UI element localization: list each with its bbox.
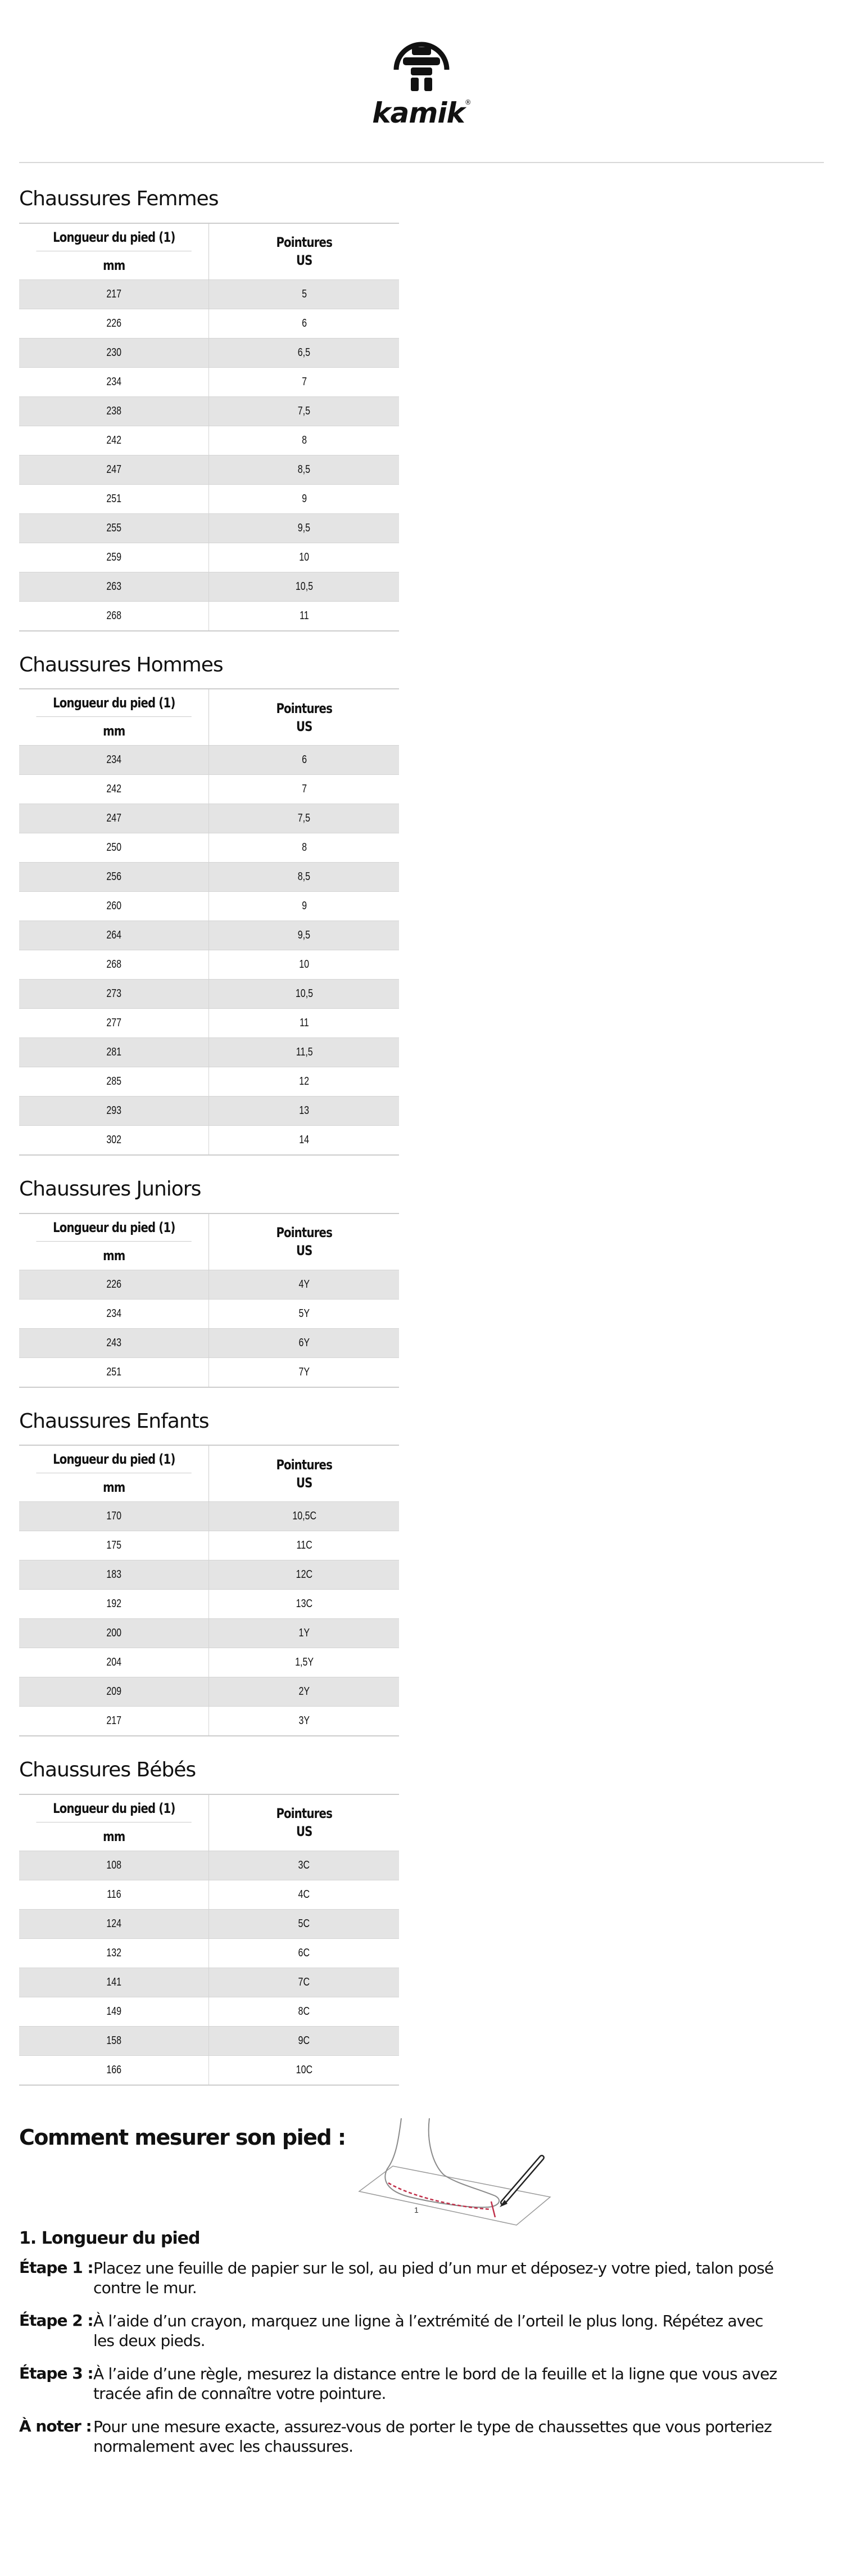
foot-length-mm: 166	[19, 2055, 209, 2085]
table-row	[19, 1880, 399, 1909]
table-row	[19, 543, 399, 572]
table-row	[19, 775, 399, 804]
table-row	[19, 1968, 399, 1997]
table-row	[19, 863, 399, 892]
header-foot-length	[36, 1445, 192, 1502]
us-size: 12C	[209, 1560, 399, 1590]
us-size: 1,5Y	[209, 1648, 399, 1677]
table-row	[19, 1299, 399, 1328]
section-title: Chaussures Femmes	[19, 187, 219, 210]
header-mm-label: mm	[103, 723, 125, 739]
size-table	[19, 1794, 399, 2086]
foot-length-mm: 268	[19, 950, 209, 980]
us-size: 10C	[209, 2055, 399, 2085]
foot-length-mm: 255	[19, 513, 209, 543]
foot-length-mm: 200	[19, 1619, 209, 1648]
table-row	[19, 980, 399, 1009]
us-size: 10	[209, 950, 399, 980]
header-mm-label: mm	[103, 1828, 125, 1844]
section-title: Chaussures Enfants	[19, 1409, 209, 1433]
us-size: 1Y	[209, 1619, 399, 1648]
section-title: Chaussures Hommes	[19, 653, 223, 676]
table-row	[19, 1009, 399, 1038]
foot-length-mm: 209	[19, 1677, 209, 1707]
table-row	[19, 396, 399, 426]
table-row	[19, 1707, 399, 1736]
table-row	[19, 892, 399, 921]
step-label: Étape 1 :	[19, 2258, 93, 2277]
us-size: 9C	[209, 2026, 399, 2055]
us-size: 10,5	[209, 980, 399, 1009]
us-size: 9	[209, 892, 399, 921]
measure-guide	[19, 2125, 806, 2462]
table-row	[19, 2055, 399, 2085]
us-size: 6,5	[209, 338, 399, 367]
foot-length-subtitle: 1. Longueur du pied	[19, 2228, 200, 2248]
measure-title: Comment mesurer son pied :	[19, 2124, 346, 2150]
foot-length-mm: 250	[19, 833, 209, 863]
foot-length-mm: 302	[19, 1126, 209, 1156]
table-row	[19, 1067, 399, 1097]
us-size: 13	[209, 1097, 399, 1126]
table-row	[19, 1097, 399, 1126]
foot-length-mm: 158	[19, 2026, 209, 2055]
us-size: 11	[209, 601, 399, 631]
us-size: 9	[209, 484, 399, 513]
table-row	[19, 1648, 399, 1677]
table-row	[19, 746, 399, 775]
foot-length-mm: 183	[19, 1560, 209, 1590]
foot-length-mm: 285	[19, 1067, 209, 1097]
us-size: 11,5	[209, 1038, 399, 1067]
header-mm-label: mm	[103, 1479, 125, 1496]
us-size: 12	[209, 1067, 399, 1097]
foot-length-mm: 263	[19, 572, 209, 601]
foot-length-mm: 204	[19, 1648, 209, 1677]
measure-steps	[19, 2258, 806, 2456]
foot-length-mm: 247	[19, 455, 209, 484]
measure-step	[19, 2258, 806, 2298]
table-row	[19, 950, 399, 980]
illustration-label: 1	[414, 2205, 419, 2214]
foot-length-mm: 264	[19, 921, 209, 950]
measure-step	[19, 2364, 806, 2403]
us-size: 8	[209, 833, 399, 863]
foot-length-mm: 149	[19, 1997, 209, 2026]
header-us-sizes: Pointures US	[276, 1225, 332, 1259]
table-row	[19, 1038, 399, 1067]
header-us-sizes: Pointures US	[276, 1806, 332, 1840]
us-size: 7Y	[209, 1357, 399, 1387]
measure-step	[19, 2311, 806, 2351]
table-row	[19, 309, 399, 338]
header-us-sizes: Pointures US	[276, 234, 332, 269]
us-size: 9,5	[209, 513, 399, 543]
foot-length-mm: 170	[19, 1502, 209, 1531]
header-foot-length	[36, 689, 192, 746]
foot-length-mm: 132	[19, 1938, 209, 1968]
size-table	[19, 1213, 399, 1388]
table-row	[19, 804, 399, 833]
us-size: 4Y	[209, 1270, 399, 1299]
us-size: 14	[209, 1126, 399, 1156]
us-size: 7C	[209, 1968, 399, 1997]
us-size: 5	[209, 279, 399, 309]
header-foot-length	[36, 1794, 192, 1851]
header-foot-length-label: Longueur du pied (1)	[36, 689, 192, 717]
table-row	[19, 1909, 399, 1938]
us-size: 10	[209, 543, 399, 572]
foot-length-mm: 256	[19, 863, 209, 892]
foot-length-mm: 116	[19, 1880, 209, 1909]
size-section	[19, 654, 806, 1156]
foot-length-mm: 277	[19, 1009, 209, 1038]
header-mm-label: mm	[103, 257, 125, 273]
table-row	[19, 833, 399, 863]
step-label: Étape 3 :	[19, 2363, 93, 2383]
step-text: À l’aide d’un crayon, marquez une ligne à l’extrémité de l’orteil le plus long. Répétez avec les deux pieds.	[93, 2311, 763, 2350]
us-size: 6Y	[209, 1328, 399, 1357]
header-foot-length-label: Longueur du pied (1)	[36, 1214, 192, 1242]
header-foot-length-label: Longueur du pied (1)	[36, 224, 192, 251]
foot-length-mm: 108	[19, 1851, 209, 1880]
size-table	[19, 1445, 399, 1736]
foot-measure-illustration-icon	[348, 2107, 561, 2236]
us-size: 5Y	[209, 1299, 399, 1328]
us-size: 8C	[209, 1997, 399, 2026]
table-row	[19, 1619, 399, 1648]
table-row	[19, 1560, 399, 1590]
header-us-sizes: Pointures US	[276, 1456, 332, 1491]
size-section	[19, 1410, 806, 1737]
us-size: 8	[209, 426, 399, 455]
table-row	[19, 572, 399, 601]
us-size: 7,5	[209, 396, 399, 426]
measure-step	[19, 2417, 806, 2456]
foot-length-mm: 175	[19, 1531, 209, 1560]
size-table	[19, 688, 399, 1156]
table-row	[19, 484, 399, 513]
size-table	[19, 223, 399, 631]
size-charts	[19, 188, 806, 2086]
size-section	[19, 1759, 806, 2086]
foot-length-mm: 268	[19, 601, 209, 631]
table-row	[19, 513, 399, 543]
foot-length-mm: 293	[19, 1097, 209, 1126]
step-label: À noter :	[19, 2416, 92, 2435]
foot-length-mm: 217	[19, 279, 209, 309]
step-label: Étape 2 :	[19, 2311, 93, 2330]
table-row	[19, 601, 399, 631]
foot-length-mm: 251	[19, 1357, 209, 1387]
table-row	[19, 1126, 399, 1156]
us-size: 6	[209, 309, 399, 338]
section-title: Chaussures Juniors	[19, 1178, 201, 1201]
table-row	[19, 2026, 399, 2055]
header-foot-length	[36, 1213, 192, 1270]
brand-wordmark: kamik®	[372, 97, 471, 129]
table-row	[19, 1677, 399, 1707]
table-row	[19, 1938, 399, 1968]
us-size: 2Y	[209, 1677, 399, 1707]
brand-logo	[365, 35, 478, 127]
foot-length-mm: 259	[19, 543, 209, 572]
us-size: 8,5	[209, 455, 399, 484]
us-size: 3Y	[209, 1707, 399, 1736]
table-row	[19, 455, 399, 484]
table-row	[19, 1531, 399, 1560]
table-row	[19, 1502, 399, 1531]
foot-length-mm: 141	[19, 1968, 209, 1997]
step-text: À l’aide d’une règle, mesurez la distance entre le bord de la feuille et la ligne que vous avez tracée afin de connaître votre pointure.	[93, 2364, 777, 2403]
inukshuk-logo-icon	[391, 35, 452, 97]
foot-length-mm: 242	[19, 426, 209, 455]
section-title: Chaussures Bébés	[19, 1758, 196, 1782]
step-text: Placez une feuille de papier sur le sol, au pied d’un mur et déposez-y votre pied, talon posé contre le mur.	[93, 2258, 774, 2297]
foot-length-mm: 234	[19, 1299, 209, 1328]
foot-length-mm: 192	[19, 1590, 209, 1619]
foot-length-mm: 251	[19, 484, 209, 513]
us-size: 9,5	[209, 921, 399, 950]
page-header	[19, 0, 824, 163]
foot-length-mm: 217	[19, 1707, 209, 1736]
foot-length-mm: 230	[19, 338, 209, 367]
table-row	[19, 426, 399, 455]
size-section	[19, 1178, 806, 1388]
us-size: 11	[209, 1009, 399, 1038]
us-size: 7	[209, 775, 399, 804]
table-row	[19, 1357, 399, 1387]
foot-length-mm: 226	[19, 1270, 209, 1299]
header-foot-length	[36, 223, 192, 280]
header-foot-length-label: Longueur du pied (1)	[36, 1446, 192, 1473]
header-mm-label: mm	[103, 1247, 125, 1264]
us-size: 8,5	[209, 863, 399, 892]
size-section	[19, 188, 806, 631]
us-size: 13C	[209, 1590, 399, 1619]
us-size: 5C	[209, 1909, 399, 1938]
us-size: 11C	[209, 1531, 399, 1560]
us-size: 10,5	[209, 572, 399, 601]
table-row	[19, 338, 399, 367]
us-size: 6	[209, 746, 399, 775]
us-size: 3C	[209, 1851, 399, 1880]
foot-length-mm: 247	[19, 804, 209, 833]
foot-length-mm: 124	[19, 1909, 209, 1938]
table-row	[19, 1590, 399, 1619]
foot-length-mm: 243	[19, 1328, 209, 1357]
table-row	[19, 279, 399, 309]
us-size: 6C	[209, 1938, 399, 1968]
table-row	[19, 1851, 399, 1880]
foot-length-mm: 234	[19, 746, 209, 775]
foot-length-mm: 260	[19, 892, 209, 921]
table-row	[19, 921, 399, 950]
header-us-sizes: Pointures US	[276, 700, 332, 734]
foot-length-mm: 234	[19, 367, 209, 396]
us-size: 7,5	[209, 804, 399, 833]
us-size: 10,5C	[209, 1502, 399, 1531]
foot-length-mm: 238	[19, 396, 209, 426]
foot-length-mm: 226	[19, 309, 209, 338]
us-size: 7	[209, 367, 399, 396]
foot-length-mm: 273	[19, 980, 209, 1009]
table-row	[19, 1997, 399, 2026]
step-text: Pour une mesure exacte, assurez-vous de porter le type de chaussettes que vous porteriez normalement avec les chaussures.	[93, 2417, 772, 2456]
table-row	[19, 367, 399, 396]
table-row	[19, 1270, 399, 1299]
foot-length-mm: 242	[19, 775, 209, 804]
header-foot-length-label: Longueur du pied (1)	[36, 1795, 192, 1822]
table-row	[19, 1328, 399, 1357]
foot-length-mm: 281	[19, 1038, 209, 1067]
us-size: 4C	[209, 1880, 399, 1909]
